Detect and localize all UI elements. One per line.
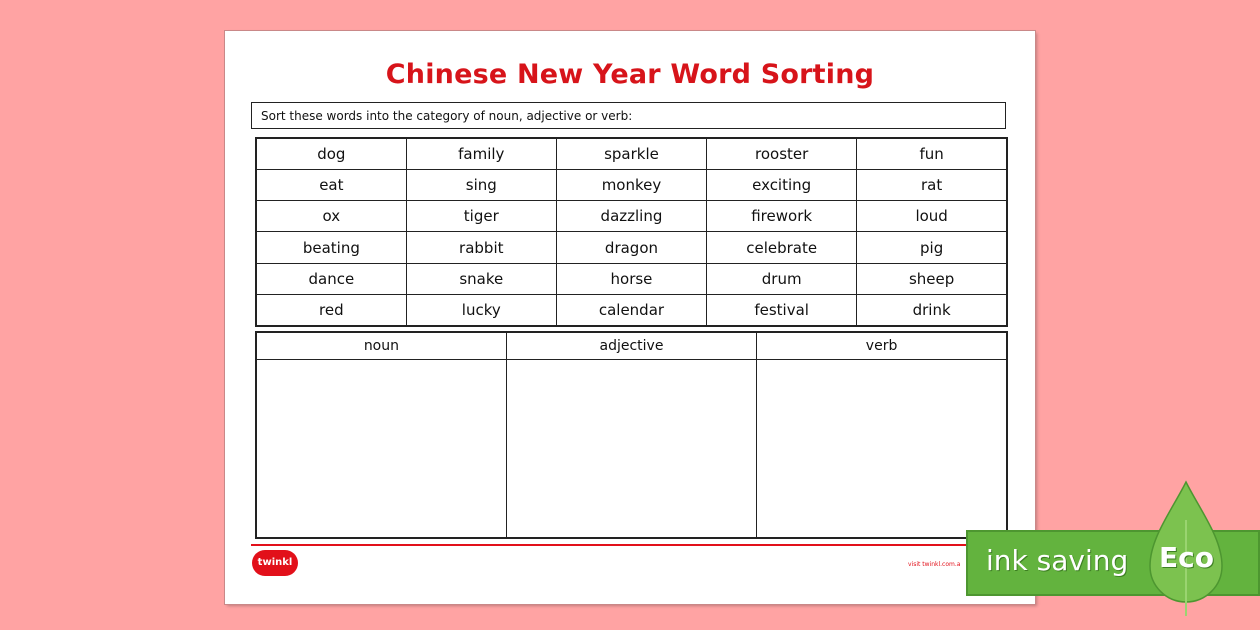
- word-cell: calendar: [556, 294, 706, 326]
- word-cell: dance: [256, 263, 406, 294]
- word-cell: beating: [256, 232, 406, 263]
- word-cell: snake: [406, 263, 556, 294]
- noun-answer-area[interactable]: [256, 360, 506, 539]
- word-cell: fun: [857, 138, 1007, 170]
- word-cell: exciting: [707, 170, 857, 201]
- word-cell: family: [406, 138, 556, 170]
- eco-label: Eco: [1159, 541, 1214, 574]
- word-cell: dog: [256, 138, 406, 170]
- word-row: [256, 138, 1007, 170]
- word-row: [256, 170, 1007, 201]
- word-cell: ox: [256, 201, 406, 232]
- word-cell: eat: [256, 170, 406, 201]
- word-grid: [255, 137, 1008, 327]
- word-cell: loud: [857, 201, 1007, 232]
- word-cell: dazzling: [556, 201, 706, 232]
- word-cell: red: [256, 294, 406, 326]
- word-cell: festival: [707, 294, 857, 326]
- word-cell: sparkle: [556, 138, 706, 170]
- category-noun-header: noun: [256, 332, 506, 360]
- worksheet-page: [225, 31, 1035, 604]
- word-cell: rooster: [707, 138, 857, 170]
- word-cell: monkey: [556, 170, 706, 201]
- word-row: [256, 263, 1007, 294]
- word-cell: drink: [857, 294, 1007, 326]
- ink-saving-text: ink saving: [986, 544, 1129, 577]
- word-row: [256, 201, 1007, 232]
- instructions-box: Sort these words into the category of noun, adjective or verb:: [251, 102, 1006, 129]
- word-cell: rat: [857, 170, 1007, 201]
- word-cell: lucky: [406, 294, 556, 326]
- category-adjective-header: adjective: [506, 332, 756, 360]
- word-cell: rabbit: [406, 232, 556, 263]
- word-cell: sheep: [857, 263, 1007, 294]
- word-cell: drum: [707, 263, 857, 294]
- word-row: [256, 232, 1007, 263]
- word-cell: dragon: [556, 232, 706, 263]
- category-verb-header: verb: [757, 332, 1007, 360]
- word-row: [256, 294, 1007, 326]
- adjective-answer-area[interactable]: [506, 360, 756, 539]
- word-cell: celebrate: [707, 232, 857, 263]
- sorting-table: [255, 331, 1008, 539]
- twinkl-logo: twinkl: [252, 550, 298, 576]
- word-cell: firework: [707, 201, 857, 232]
- footer-divider: [251, 544, 1008, 546]
- word-cell: sing: [406, 170, 556, 201]
- worksheet-title: Chinese New Year Word Sorting: [385, 59, 875, 90]
- word-cell: pig: [857, 232, 1007, 263]
- word-cell: tiger: [406, 201, 556, 232]
- verb-answer-area[interactable]: [757, 360, 1007, 539]
- visit-link-text: visit twinkl.com.a: [908, 561, 961, 568]
- word-cell: horse: [556, 263, 706, 294]
